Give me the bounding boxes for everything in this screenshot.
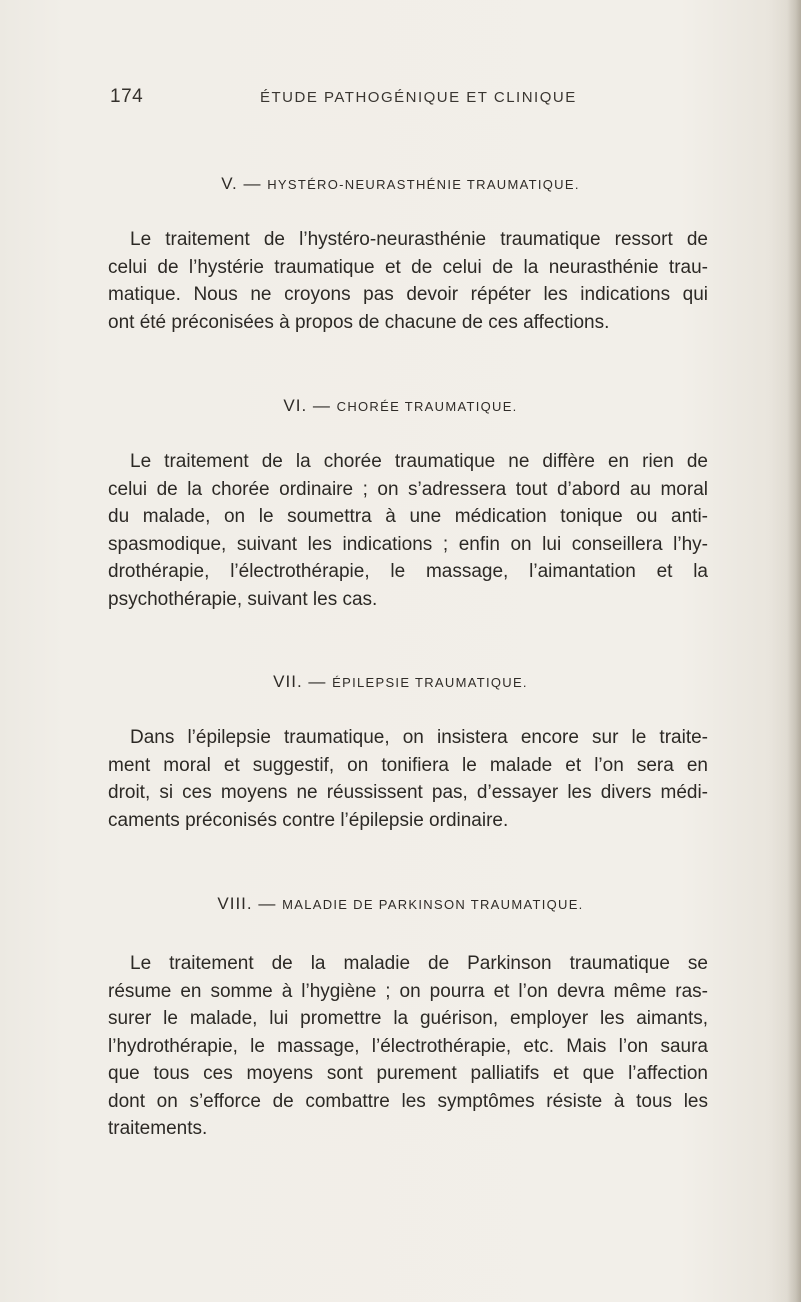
paragraph-line: Le traitement de la chorée traumatique ne diffère en rien de bbox=[130, 451, 708, 472]
section-paragraph-vi bbox=[108, 448, 708, 613]
paragraph-line: celui de la chorée ordinaire ; on s’adressera tout d’abord au moral bbox=[108, 478, 708, 500]
section-title: MALADIE DE PARKINSON TRAUMATIQUE. bbox=[282, 897, 584, 912]
section-title: HYSTÉRO-NEURASTHÉNIE TRAUMATIQUE. bbox=[267, 177, 580, 192]
paragraph-line: ont été préconisées à propos de chacune de ces affections. bbox=[108, 311, 610, 333]
paragraph-line: dont on s’efforce de combattre les symptômes résiste à tous les bbox=[108, 1090, 708, 1112]
page-number: 174 bbox=[110, 86, 144, 107]
paragraph-line: celui de l’hystérie traumatique et de celui de la neurasthénie trau- bbox=[108, 256, 708, 278]
paragraph-line: résume en somme à l’hygiène ; on pourra et l’on devra même ras- bbox=[108, 980, 708, 1002]
paragraph-line: l’hydrothérapie, le massage, l’électrothérapie, etc. Mais l’on saura bbox=[108, 1035, 708, 1057]
page-edge-shadow bbox=[787, 0, 801, 1302]
section-title: ÉPILEPSIE TRAUMATIQUE. bbox=[332, 675, 528, 690]
paragraph-line: Dans l’épilepsie traumatique, on insistera encore sur le traite- bbox=[130, 727, 708, 748]
section-heading-vi bbox=[0, 396, 801, 416]
paragraph-line: psychothérapie, suivant les cas. bbox=[108, 588, 378, 610]
paragraph-line: ment moral et suggestif, on tonifiera le malade et l’on sera en bbox=[108, 754, 708, 776]
paragraph-line: du malade, on le soumettra à une médication tonique ou anti- bbox=[108, 506, 708, 527]
paragraph-line: surer le malade, lui promettre la guérison, employer les aimants, bbox=[108, 1008, 708, 1029]
section-paragraph-vii bbox=[108, 724, 708, 834]
paragraph-line: droit, si ces moyens ne réussissent pas, d’essayer les divers médi- bbox=[108, 782, 708, 803]
section-numeral: VI. — bbox=[283, 396, 331, 415]
paragraph-line: caments préconisés contre l’épilepsie ordinaire. bbox=[108, 809, 509, 831]
section-heading-viii bbox=[0, 894, 801, 914]
paragraph-line: que tous ces moyens sont purement palliatifs et que l’affection bbox=[108, 1063, 708, 1084]
paragraph-line: spasmodique, suivant les indications ; enfin on lui conseillera l’hy- bbox=[108, 533, 708, 555]
paragraph-line: matique. Nous ne croyons pas devoir répéter les indications qui bbox=[108, 284, 708, 305]
running-title: ÉTUDE PATHOGÉNIQUE ET CLINIQUE bbox=[260, 89, 577, 106]
section-heading-v bbox=[0, 174, 801, 194]
running-head bbox=[110, 86, 730, 110]
section-numeral: VIII. — bbox=[217, 894, 277, 913]
paragraph-line: Le traitement de la maladie de Parkinson traumatique se bbox=[130, 953, 708, 974]
paragraph-line: drothérapie, l’électrothérapie, le massage, l’aimantation et la bbox=[108, 561, 708, 582]
section-heading-vii bbox=[0, 672, 801, 692]
section-title: CHORÉE TRAUMATIQUE. bbox=[336, 399, 518, 414]
paragraph-line: Le traitement de l’hystéro-neurasthénie traumatique ressort de bbox=[130, 229, 708, 250]
section-numeral: V. — bbox=[221, 174, 262, 193]
section-paragraph-viii bbox=[108, 950, 708, 1143]
paragraph-line: traitements. bbox=[108, 1118, 208, 1139]
section-paragraph-v bbox=[108, 226, 708, 336]
section-numeral: VII. — bbox=[273, 672, 327, 691]
